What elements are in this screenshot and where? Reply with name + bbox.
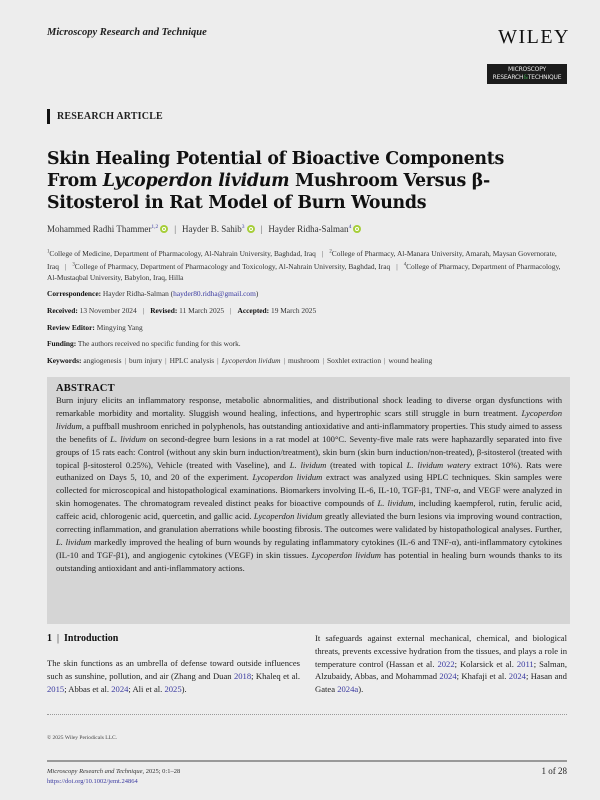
affiliation-number: 1 (47, 250, 50, 255)
intro-paragraph-right (315, 632, 567, 696)
author-name[interactable]: Mohammed Radhi Thammer (47, 224, 152, 234)
text-run: ; Khafaji et al. (456, 671, 509, 682)
keyword[interactable]: HPLC analysis (169, 356, 215, 365)
species-name: L. lividum (377, 498, 414, 509)
wiley-logo: WILEY (498, 26, 570, 48)
keyword-separator: | (384, 356, 386, 365)
keyword[interactable]: mushroom (287, 356, 320, 365)
funding-text: The authors received no specific funding for this work. (77, 339, 241, 348)
affiliation-number: 3 (72, 262, 75, 268)
text-run: greatly alleviated the burn lesions via improving wound contraction, correcting inflammation, and granulation aberrations while boosting fibrosis. The outcomes were validated by histopathological analyses. Further, (56, 511, 562, 535)
accepted-date: 19 March 2025 (271, 306, 317, 315)
review-editor (47, 323, 565, 332)
journal-logo-technique: TECHNIQUE (527, 74, 562, 81)
keywords (47, 356, 565, 365)
abstract-heading: ABSTRACT (56, 383, 115, 394)
correspondence-name: Hayder Ridha-Salman (102, 289, 169, 298)
text-run: (treated with topical (326, 459, 407, 470)
keywords-label: Keywords: (47, 356, 82, 365)
text-run: ; Kolarsick et al. (454, 658, 517, 669)
citation-link[interactable]: 2024a (337, 684, 359, 695)
journal-logo-line1: MICROSCOPY (508, 66, 546, 73)
section-number: 1 (47, 633, 52, 644)
correspondence: Correspondence: Hayder Ridha-Salman (hayder80.ridha@gmail.com) (47, 289, 259, 298)
text-run: extract was analyzed using HPLC techniques. Skin samples were collected for microscopical and histopathological examinations. Biomarkers involving IL-6, IL-10, TGF-β1, TNF-α, and VEGF were analyzed in skin homogenates. The chromatogram revealed distinct peaks for bioactive compounds of (56, 472, 562, 509)
correspondence-label: Correspondence: (47, 289, 102, 298)
dates (47, 306, 565, 315)
doi-link[interactable]: https://doi.org/10.1002/jemt.24864 (47, 778, 138, 785)
text-run: extract 10%). Rats were euthanized on Days 5, 10, and 20 of the experiment. (56, 459, 562, 483)
review-editor-name: Mingying Yang (96, 323, 143, 332)
funding-label: Funding: (47, 339, 77, 348)
section-heading-introduction (47, 633, 118, 644)
author-name[interactable]: Hayder B. Sahib (182, 224, 242, 234)
journal-name: Microscopy Research and Technique (47, 27, 207, 38)
footer-rule (47, 760, 567, 762)
affiliation-separator: | (396, 261, 398, 271)
text-run: Burn injury elicits an inflammatory response, metabolic abnormalities, and distributional shock leading to diverse organ dysfunctions with remarkable morbidity and mortality. Sluggish wound healing, infections, and hypertrophic scars still struggle in burn treatment. (56, 395, 562, 418)
received-label: Received: (47, 306, 78, 315)
text-run: , a puffball mushroom enriched in polyphenols, has outstanding antioxidative and anti-inflammatory properties. This study aimed to assess the benefits of (56, 420, 562, 444)
citation-link[interactable]: 2011 (516, 658, 534, 669)
species-name: Lycoperdon lividum (252, 472, 323, 483)
journal-logo-research: RESEARCH (492, 74, 524, 81)
text-run: ; Abbas et al. (64, 683, 112, 694)
text-run: has potential in healing burn wounds thanks to its outstanding antioxidant and anti-inflammatory actions. (56, 549, 562, 573)
abstract-box (47, 377, 570, 624)
text-run: It safeguards against external mechanical, chemical, and biological threats, prevents excessive hydration from the tissues, and plays a role in temperature control (Hassan et al. (315, 633, 567, 669)
citation-link[interactable]: 2024 (439, 671, 457, 682)
journal-logo-line2 (487, 74, 567, 82)
species-name: L. lividum (110, 433, 146, 444)
keyword-separator: | (165, 356, 167, 365)
text-run: on second-degree burn lesions in a rat model at 100°C. Seventy-five male rats were haphazardly separated into five groups of 15 rats each: Control (without any skin burn induction/treatment), skin burn (skin burn induction/non-treated), β-sitosterol (treated with topical β-sitosterol 0.25%), Vehicle (treated with Vaseline), and (56, 433, 562, 470)
keyword-separator: | (283, 356, 285, 365)
orcid-icon[interactable] (247, 225, 255, 233)
page-number: 1 of 28 (541, 766, 567, 776)
citation-link[interactable]: 2024 (508, 671, 526, 682)
text-run: markedly improved the healing of burn wounds by regulating inflammatory cytokines (IL-6 and TNF-α), anti-inflammatory cytokines (IL-10 and TGF-β1), and angiogenic cytokines (VEGF) in skin tissues. (56, 536, 562, 560)
revised-label: Revised: (150, 306, 178, 315)
keyword[interactable]: Soxhlet extraction (327, 356, 382, 365)
affiliation-number: 4 (403, 262, 407, 268)
title-part2: Mushroom Versus β-Sitosterol in Rat Model of Burn Wounds (47, 171, 490, 213)
affiliation (47, 249, 316, 258)
text-run: ). (358, 684, 364, 695)
keyword[interactable]: wound healing (388, 356, 433, 365)
keyword-separator: | (124, 356, 127, 365)
revised-date: 11 March 2025 (179, 306, 225, 315)
journal-logo-amp: & (523, 74, 528, 81)
citation-link[interactable]: 2024 (111, 683, 129, 694)
affiliation-separator: | (321, 249, 324, 259)
journal-logo (487, 64, 567, 84)
citation-link[interactable]: 2015 (47, 683, 65, 694)
author-separator: | (260, 224, 263, 234)
keyword[interactable]: burn injury (129, 356, 163, 365)
affiliation-text: College of Pharmacy, Al-Manara University, Amarah, Maysan Governorate, Iraq (47, 249, 557, 271)
species-name: Lycoperdon lividum (253, 511, 323, 522)
author-affiliation-ref[interactable]: 3 (241, 224, 245, 230)
title-part1: Skin Healing Potential of Bioactive Components From (47, 149, 505, 191)
copyright-notice: © 2025 Wiley Periodicals LLC. (47, 735, 117, 741)
keyword[interactable]: Lycoperdon lividum (221, 356, 281, 365)
text-run: ; Salman, Alzubaidy, Abbas, and Mohammad (315, 658, 567, 682)
date-separator: | (230, 306, 232, 315)
text-run: The skin functions as an umbrella of defense toward outside influences such as sunshine, pollution, and air (Zhang and Duan (47, 658, 300, 681)
review-editor-label: Review Editor: (47, 323, 95, 332)
text-run: ). (181, 683, 187, 694)
author[interactable] (268, 224, 361, 234)
species-name: L. lividum (289, 459, 327, 470)
section-separator: | (57, 633, 60, 644)
affiliation-separator: | (64, 261, 67, 271)
species-name: Lycoperdon lividum (56, 407, 562, 431)
text-run: ; Khaleq et al. (251, 670, 301, 681)
section-title: Introduction (64, 633, 119, 644)
species-name: L. lividum (56, 536, 92, 547)
author-separator: | (174, 224, 177, 234)
species-name: L. lividum watery (406, 459, 471, 470)
affiliation-number: 2 (329, 250, 332, 255)
citation-link[interactable]: 2022 (437, 658, 455, 669)
affiliation (72, 262, 390, 271)
abstract-text (56, 394, 562, 575)
received-date: 13 November 2024 (79, 306, 137, 315)
keyword-separator: | (322, 356, 325, 365)
accepted-label: Accepted: (237, 306, 270, 315)
article-title (47, 148, 547, 214)
keyword[interactable]: angiogenesis (83, 356, 122, 365)
affiliation-text: College of Medicine, Department of Pharmacology, Al-Nahrain University, Baghdad, Iraq (49, 249, 316, 259)
keyword-separator: | (217, 356, 219, 365)
affiliation-text: College of Pharmacy, Department of Pharmacology, Al-Mustaqbal University, Babylon, Iraq, Hilla (47, 261, 561, 282)
funding (47, 339, 565, 348)
author-name[interactable]: Hayder Ridha-Salman (268, 224, 349, 234)
orcid-icon[interactable] (353, 225, 361, 233)
text-run: ; Ali et al. (128, 683, 165, 694)
citation-link[interactable]: 2025 (164, 683, 182, 694)
footer-citation (47, 768, 180, 775)
intro-paragraph-left (47, 657, 300, 695)
affiliation-text: College of Pharmacy, Department of Pharmacology and Toxicology, Al-Nahrain University, Baghdad, Iraq (74, 261, 391, 271)
orcid-icon[interactable] (160, 225, 168, 233)
text-run: ; Hasan and Gatea (315, 671, 567, 695)
footer-journal-name: Microscopy Research and Technique (47, 768, 143, 775)
correspondence-email-link[interactable]: hayder80.ridha@gmail.com (173, 289, 256, 298)
author[interactable] (182, 224, 255, 234)
column-end-divider (47, 714, 567, 715)
species-name: Lycoperdon lividum (311, 549, 381, 560)
text-run: , including kaempferol, rutin, ferulic acid, caffeic acid, chlorogenic acid, quercetin, and gallic acid. (56, 498, 562, 522)
author-affiliation-ref[interactable]: 1,2 (151, 224, 159, 230)
author-affiliation-ref[interactable]: 4 (348, 224, 352, 230)
author[interactable] (47, 224, 168, 234)
author-list (47, 224, 567, 234)
affiliations (47, 247, 565, 283)
title-species: Lycoperdon lividum (102, 171, 290, 191)
footer-volume-pages: , 2025; 0:1–28 (142, 768, 181, 775)
citation-link[interactable]: 2018 (233, 670, 252, 681)
date-separator: | (142, 306, 145, 315)
article-type-label: RESEARCH ARTICLE (47, 109, 163, 124)
